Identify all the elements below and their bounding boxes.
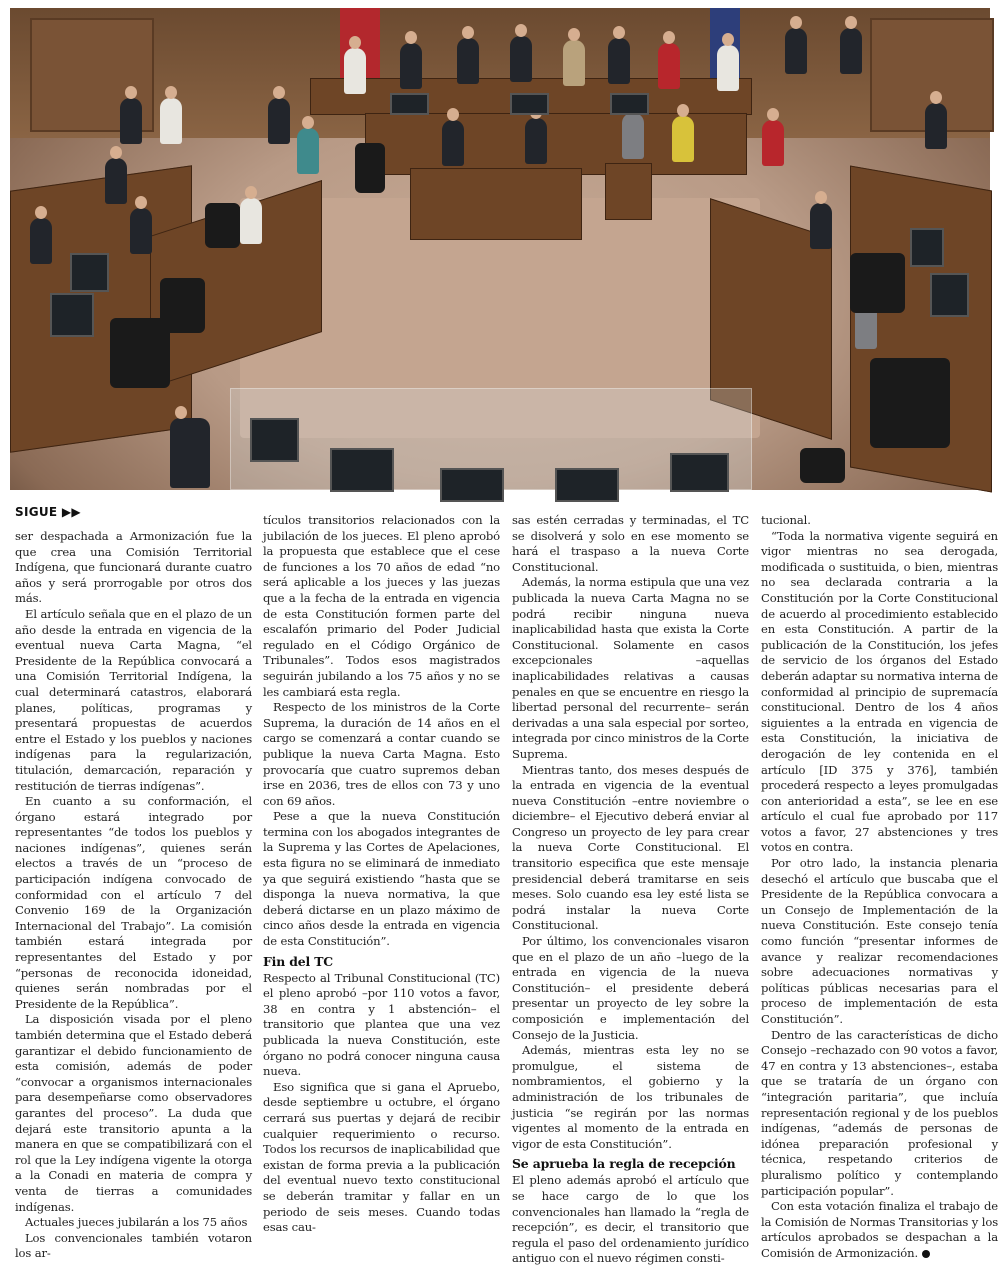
text-column-2 <box>263 513 500 1235</box>
person <box>525 118 547 164</box>
monitor <box>555 468 619 502</box>
monitor <box>910 228 944 267</box>
text-column-4 <box>761 513 998 1260</box>
paragraph: Por último, los convencionales visaron que en el plazo de un año –luego de la entrada en vigencia de la nueva Constitución– el presidente deberá presentar un proyecto de ley sobre la composición e implementación del Consejo de la Justicia. <box>512 934 749 1042</box>
paragraph: Eso significa que si gana el Apruebo, desde septiembre u octubre, el órgano cerrará sus puertas y dejará de recibir cualquier requerimiento o recurso. Todos los recursos de inaplicabilidad que existan de forma previa a la publicación del eventual nuevo texto constitucional se deberán tramitar y fallar en un periodo de seis meses. Cuando todas esas cau- <box>263 1079 500 1235</box>
person <box>344 48 366 94</box>
paragraph: Además, mientras esta ley no se promulgue, el sistema de nombramientos, el gobierno y la administración de los tribunales de justicia “se regirán por las normas vigentes al momento de la entrada en vigor de esta Constitución”. <box>512 1043 749 1151</box>
bag <box>800 448 845 483</box>
monitor <box>330 448 394 492</box>
center-desk <box>410 168 582 240</box>
person <box>762 120 784 166</box>
paragraph: sas estén cerradas y terminadas, el TC se disolverá y solo en ese momento se hará el traspaso a la nueva Corte Constitucional. <box>512 513 749 574</box>
paragraph: El artículo señala que en el plazo de un año desde la entrada en vigencia de la eventual nueva Carta Magna, “el Presidente de la República convocará a una Comisión Territorial Indígena, la cual determinará catastros, elaborará planes, políticas, programas y presentará propuestas de acuerdos entre el Estado y los pueblos y naciones indígenas para la regularización, titulación, demarcación, reparación y restitución de tierras indígenas”. <box>15 606 252 793</box>
monitor <box>50 293 94 337</box>
subheading-fin-del-tc: Fin del TC <box>263 953 333 969</box>
article-body <box>15 505 998 1266</box>
person <box>717 45 739 91</box>
person <box>240 198 262 244</box>
monitor <box>70 253 109 292</box>
paragraph: Respecto al Tribunal Constitucional (TC) el pleno aprobó –por 110 votos a favor, 38 en contra y 1 abstención– el transitorio que plantea que una vez publicada la nueva Constitución, este órgano no podrá conocer ninguna causa nueva. <box>263 970 500 1079</box>
text-column-3 <box>512 513 749 1266</box>
monitor <box>440 468 504 502</box>
person <box>105 158 127 204</box>
chamber-photo <box>10 8 990 490</box>
paragraph: ser despachada a Armonización fue la que crea una Comisión Territorial Indígena, que funcionará durante cuatro años y será prorrogable por otros dos más. <box>15 529 252 606</box>
person <box>810 203 832 249</box>
person <box>672 116 694 162</box>
person <box>608 38 630 84</box>
paragraph: Además, la norma estipula que una vez publicada la nueva Carta Magna no se podrá recibir ninguna nueva inaplicabilidad hasta que exista la Corte Constitucional. Solamente en casos excepcionales –aquellas inaplicabilidades relativas a causas penales en que se encuentre en riesgo la libertad personal del recurrente– serán derivadas a una sala especial por sorteo, integrada por cinco ministros de la Corte Suprema. <box>512 575 749 761</box>
paragraph: Actuales jueces jubilarán a los 75 años <box>25 1215 248 1230</box>
person <box>622 113 644 159</box>
person <box>658 43 680 89</box>
paragraph: Dentro de las características de dicho Consejo –rechazado con 90 votos a favor, 47 en contra y 13 abstenciones–, estaba que se trataría de un órgano con “integración paritaria”, que incluía representación regional y de los pueblos indígenas, “además de personas de idónea preparación profesional y técnica, respetando criterios de pluralismo político y contemplando participación popular”. <box>761 1027 998 1198</box>
person <box>130 208 152 254</box>
person <box>400 43 422 89</box>
person <box>840 28 862 74</box>
text-column-1 <box>15 529 252 1261</box>
monitor <box>510 93 549 115</box>
paragraph: Respecto de los ministros de la Corte Suprema, la duración de 14 años en el cargo se comenzará a contar cuando se publique la nueva Carta Magna. Esto provocaría que cuatro supremos deban irse en 2036, tres de ellos con 73 y uno con 69 años. <box>263 700 500 808</box>
monitor <box>250 418 299 462</box>
paragraph: En cuanto a su conformación, el órgano estará integrado por representantes “de todos los pueblos y naciones indígenas”, quienes serán electos a través de un “proceso de participación indígena convocado de conformidad con el artículo 7 del Convenio 169 de la Organización Internacional del Trabajo”. La comisión también estará integrada por representantes del Estado y por “personas de reconocida idoneidad, quienes serán nombradas por el Presidente de la República”. <box>15 794 252 1011</box>
chair <box>355 143 385 193</box>
person <box>442 120 464 166</box>
paragraph: Los convencionales también votaron los ar- <box>15 1230 252 1261</box>
person <box>510 36 532 82</box>
subheading-regla-de-recepcion: Se aprueba la regla de recepción <box>512 1156 736 1172</box>
paragraph: tículos transitorios relacionados con la jubilación de los jueces. El pleno aprobó la propuesta que establece que el cese de funciones a los 70 años de edad “no será aplicable a los jueces y las juezas que a la fecha de la entrada en vigencia de esta Constitución formen parte del escalafón primario del Poder Judicial regulado en el Código Orgánico de Tribunales”. Todos esos magistrados seguirán jubilando a los 75 años y no se les cambiará esta regla. <box>263 513 500 699</box>
paragraph-text: Con esta votación finaliza el trabajo de la Comisión de Normas Transitorias y los artículos aprobados se despachan a la Comisión de Armonización. <box>761 1199 998 1260</box>
paragraph: Mientras tanto, dos meses después de la entrada en vigencia de la eventual nueva Constitución –entre noviembre o diciembre– el Ejecutivo deberá enviar al Congreso un proyecto de ley para crear la nueva Corte Constitucional. El transitorio especifica que este mensaje presidencial deberá tramitarse en seis meses. Solo cuando esa ley esté lista se podrá instalar la nueva Corte Constitucional. <box>512 762 749 933</box>
monitor <box>610 93 649 115</box>
paragraph: El pleno además aprobó el artículo que se hace cargo de lo que los convencionales han llamado la “regla de recepción”, es decir, el transitorio que regula el paso del ordenamiento jurídico antiguo con el nuevo régimen consti- <box>512 1173 749 1266</box>
person <box>457 38 479 84</box>
paragraph: tucional. <box>761 513 811 527</box>
end-of-article-icon <box>922 1250 930 1258</box>
paragraph: La disposición visada por el pleno también determina que el Estado deberá garantizar el debido funcionamiento de esta comisión, además de poder “convocar a organismos internacionales para desempeñarse como observadores garantes del proceso”. La duda que dejará este transitorio apunta a la manera en que se compatibilizará con el rol que la Ley indígena vigente la otorga a la Conadi en materia de compra y venta de tierras a comunidades indígenas. <box>15 1012 252 1214</box>
continued-kicker: SIGUE ▶▶ <box>15 505 81 519</box>
person <box>170 418 210 488</box>
paragraph-last <box>761 1199 998 1261</box>
paragraph: Pese a que la nueva Constitución termina con los abogados integrantes de la Suprema y las Cortes de Apelaciones, esta figura no se eliminará de inmediato ya que seguirá existiendo “hasta que se disponga la nueva normativa, la que deberá dictarse en un plazo máximo de cinco años desde la entrada en vigencia de esta Constitución”. <box>263 809 500 949</box>
chair <box>205 203 240 248</box>
person <box>120 98 142 144</box>
paragraph: Por otro lado, la instancia plenaria desechó el artículo que buscaba que el Presidente de la República convocara a un Consejo de Implementación de la nueva Constitución. Este consejo tenía como función “presentar informes de avance y realizar recomendaciones sobre adecuaciones normativas y políticas públicas necesarias para el proceso de implementación de esta Constitución”. <box>761 856 998 1026</box>
paragraph: “Toda la normativa vigente seguirá en vigor mientras no sea derogada, modificada o sustituida, o bien, mientras no sea declarada contraria a la Constitución por la Corte Constitucional de acuerdo al procedimiento establecido en esta Constitución. A partir de la publicación de la Constitución, los jefes de servicio de los órganos del Estado deberán adaptar su normativa interna de conformidad al principio de supremacía constitucional. Dentro de los 4 años siguientes a la entrada en vigencia de esta Constitución, la iniciativa de derogación de ley contenida en el artículo [ID 375 y 376], también procederá respecto a leyes promulgadas con anterioridad a esta”, se lee en ese artículo el cual fue aprobado por 117 votos a favor, 27 abstenciones y tres votos en contra. <box>761 528 998 855</box>
chair <box>870 358 950 448</box>
person <box>297 128 319 174</box>
podium <box>605 163 652 220</box>
person <box>563 40 585 86</box>
chair <box>850 253 905 313</box>
chair <box>160 278 205 333</box>
monitor <box>670 453 729 492</box>
monitor <box>390 93 429 115</box>
person <box>30 218 52 264</box>
person <box>160 98 182 144</box>
person <box>268 98 290 144</box>
person <box>925 103 947 149</box>
person <box>785 28 807 74</box>
monitor <box>930 273 969 317</box>
